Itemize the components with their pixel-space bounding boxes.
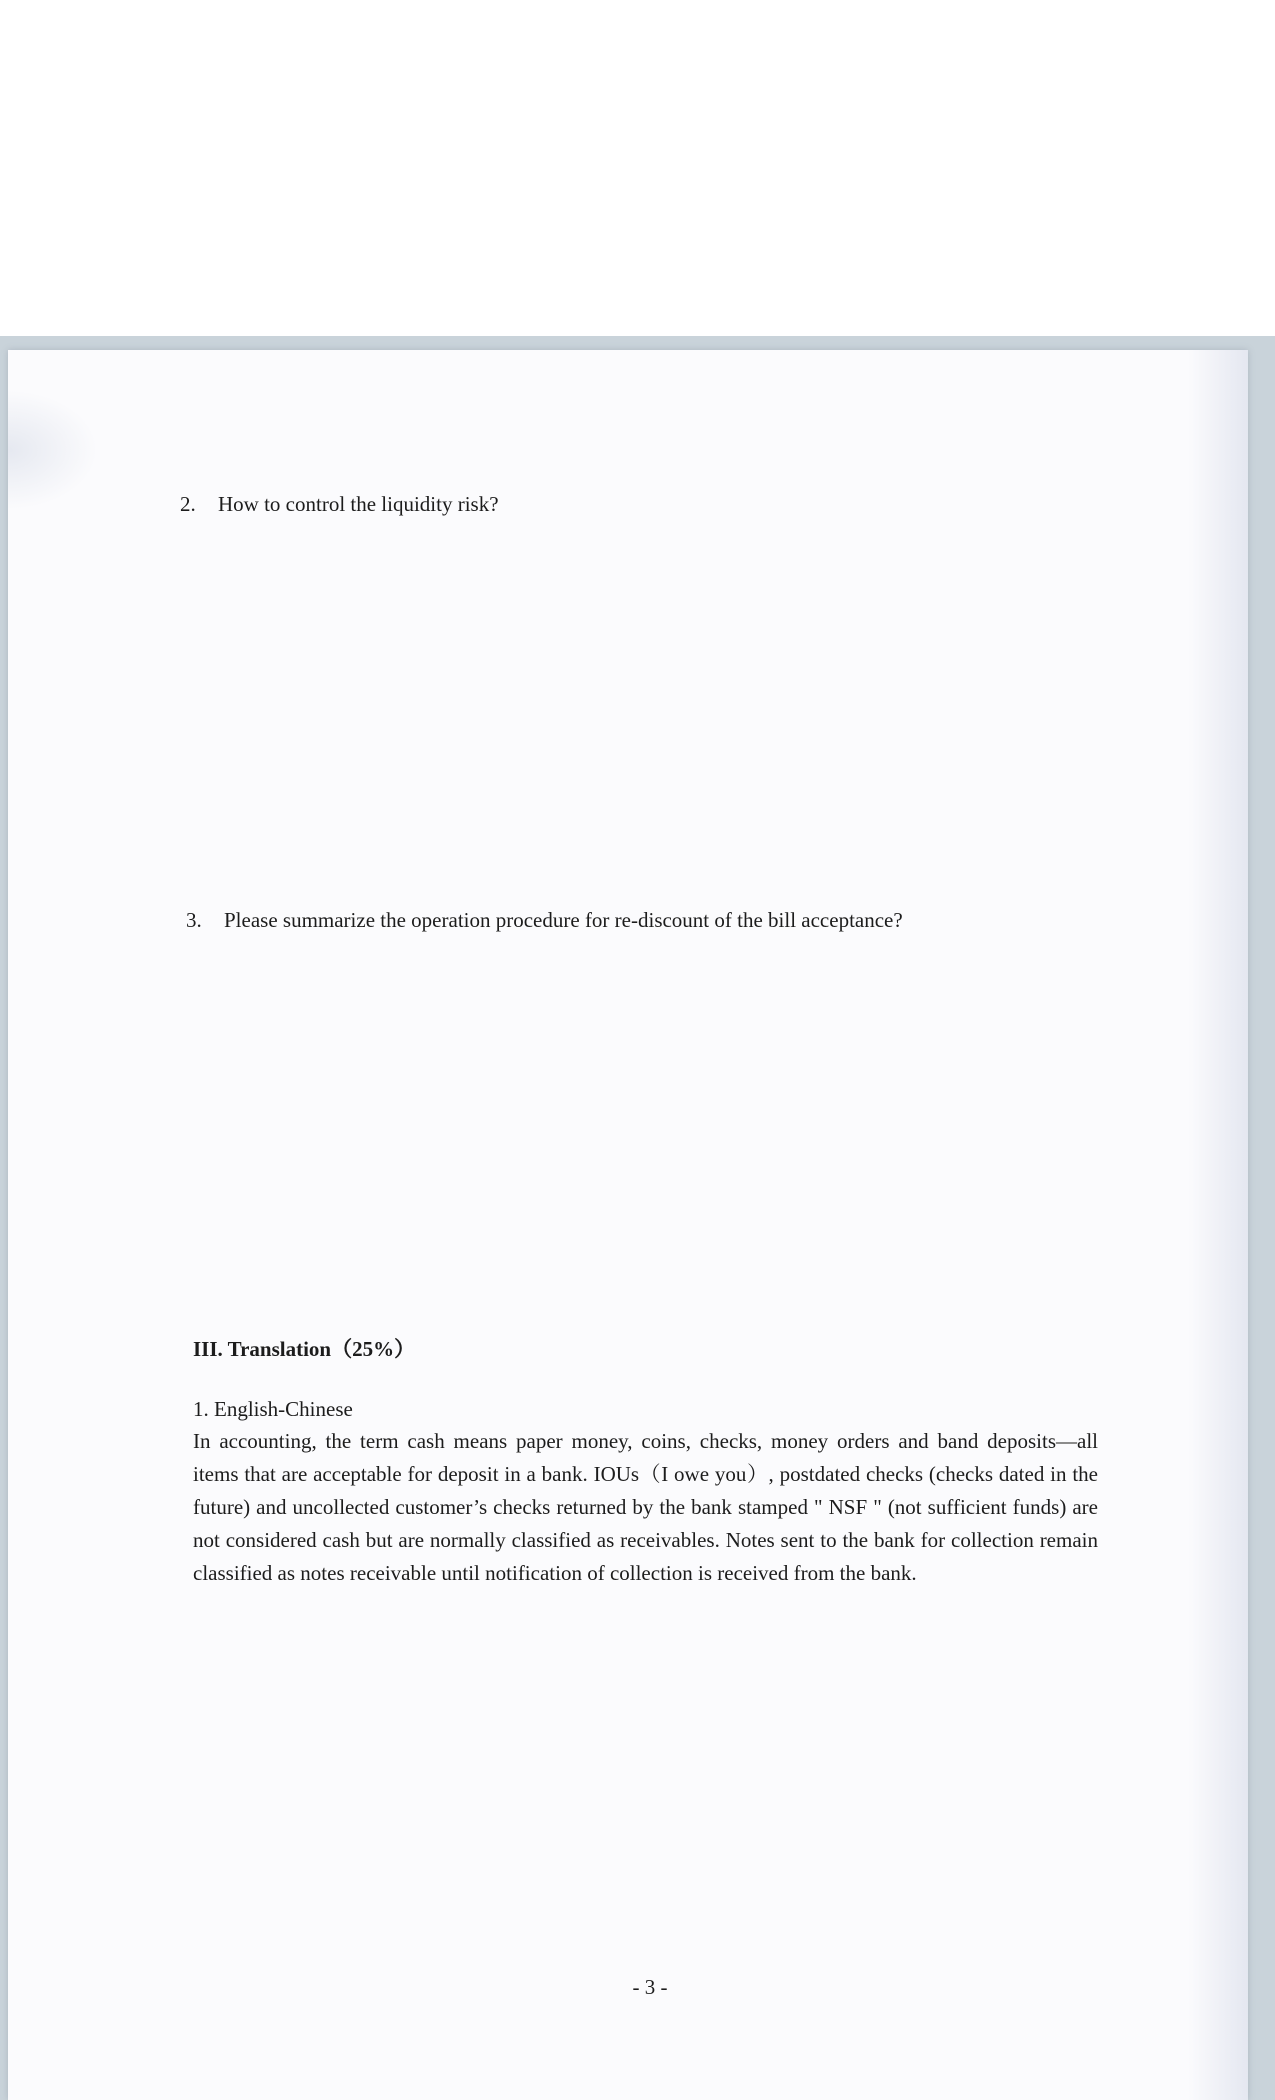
translation-passage: In accounting, the term cash means paper money, coins, checks, money orders and band deposits—all items that are acceptable for deposit in a bank. IOUs（I owe you）, postdated checks (checks dated in the future) and uncollected customer’s checks returned by the bank stamped " NSF " (not sufficient funds) are not considered cash but are normally classified as receivables. Notes sent to the bank for collection remain classified as notes receivable until notification of collection is received from the bank. <box>193 1429 1098 1585</box>
document-page <box>8 350 1248 2100</box>
subsection-heading: 1. English-Chinese <box>193 1397 353 1421</box>
page-edge-shadow <box>8 390 98 510</box>
question-item <box>186 906 903 934</box>
question-item <box>180 490 499 518</box>
question-text: Please summarize the operation procedure for re-discount of the bill acceptance? <box>224 908 903 932</box>
page-number: - 3 - <box>632 1975 668 1999</box>
question-text: How to control the liquidity risk? <box>218 492 499 516</box>
question-number: 3. <box>186 908 202 932</box>
page-edge-shadow <box>1188 350 1248 2100</box>
question-number: 2. <box>180 492 196 516</box>
section-heading: III. Translation（25%） <box>193 1337 416 1361</box>
